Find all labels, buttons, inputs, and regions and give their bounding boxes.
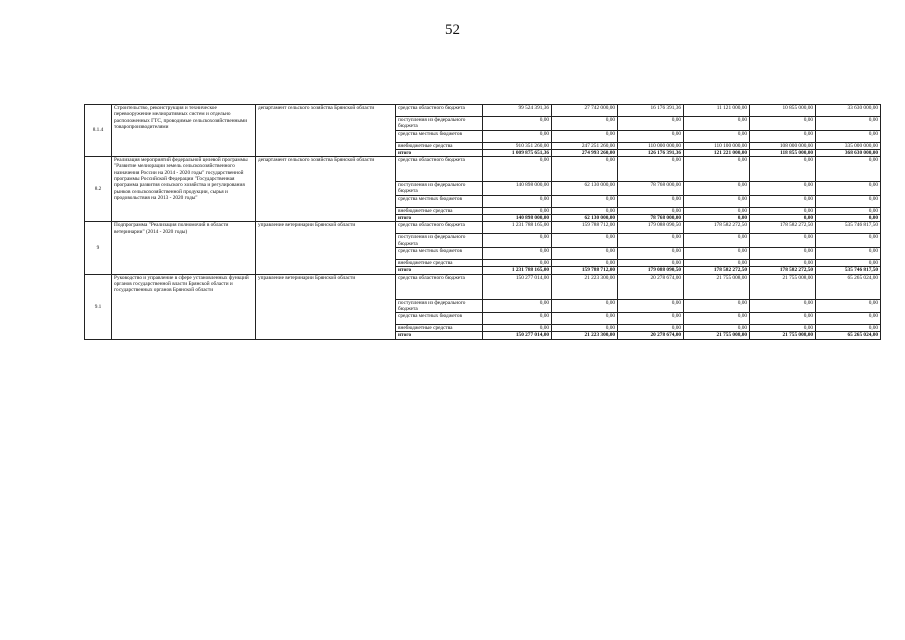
amount-cell: 0,00 — [750, 215, 816, 222]
amount-cell: 0,00 — [684, 259, 750, 266]
amount-cell: 0,00 — [483, 325, 552, 332]
funding-source: поступления из федерального бюджета — [396, 182, 483, 196]
funding-source: средства областного бюджета — [396, 157, 483, 182]
amount-cell: 179 088 090,50 — [618, 267, 684, 274]
amount-cell: 0,00 — [483, 313, 552, 325]
section-code: 8.1.4 — [85, 105, 112, 157]
amount-cell: 0,00 — [750, 130, 816, 142]
amount-cell: 126 176 391,36 — [618, 149, 684, 156]
amount-cell: 0,00 — [483, 259, 552, 266]
amount-cell: 0,00 — [684, 325, 750, 332]
funding-source: итого — [396, 267, 483, 274]
amount-cell: 0,00 — [684, 234, 750, 248]
amount-cell: 0,00 — [750, 325, 816, 332]
section-executor: управление ветеринарии Брянской области — [256, 222, 396, 274]
amount-cell: 0,00 — [552, 207, 618, 214]
amount-cell: 0,00 — [684, 157, 750, 182]
amount-cell: 16 176 391,36 — [618, 105, 684, 117]
amount-cell: 178 582 272,50 — [684, 267, 750, 274]
funding-source: средства местных бюджетов — [396, 247, 483, 259]
amount-cell: 0,00 — [816, 325, 881, 332]
amount-cell: 0,00 — [684, 195, 750, 207]
amount-cell: 0,00 — [618, 117, 684, 131]
amount-cell: 11 121 000,00 — [684, 105, 750, 117]
amount-cell: 0,00 — [618, 157, 684, 182]
amount-cell: 62 130 000,00 — [552, 215, 618, 222]
amount-cell: 140 898 000,00 — [483, 182, 552, 196]
amount-cell: 99 524 391,36 — [483, 105, 552, 117]
amount-cell: 535 746 817,50 — [816, 222, 881, 234]
amount-cell: 65 265 024,00 — [816, 274, 881, 299]
amount-cell: 0,00 — [483, 299, 552, 313]
amount-cell: 1 231 788 165,00 — [483, 222, 552, 234]
amount-cell: 0,00 — [816, 130, 881, 142]
amount-cell: 0,00 — [552, 157, 618, 182]
amount-cell: 0,00 — [552, 247, 618, 259]
amount-cell: 0,00 — [552, 299, 618, 313]
funding-source: средства областного бюджета — [396, 105, 483, 117]
amount-cell: 0,00 — [684, 299, 750, 313]
funding-source: итого — [396, 149, 483, 156]
amount-cell: 0,00 — [618, 247, 684, 259]
amount-cell: 0,00 — [684, 207, 750, 214]
amount-cell: 27 742 000,00 — [552, 105, 618, 117]
amount-cell: 159 788 712,00 — [552, 267, 618, 274]
amount-cell: 0,00 — [552, 117, 618, 131]
page-number: 52 — [445, 22, 460, 38]
amount-cell: 65 265 024,00 — [816, 332, 881, 339]
amount-cell: 150 277 014,00 — [483, 274, 552, 299]
amount-cell: 0,00 — [816, 207, 881, 214]
amount-cell: 0,00 — [483, 195, 552, 207]
amount-cell: 178 582 272,50 — [684, 222, 750, 234]
amount-cell: 0,00 — [618, 130, 684, 142]
amount-cell: 0,00 — [684, 117, 750, 131]
amount-cell: 0,00 — [552, 313, 618, 325]
amount-cell: 0,00 — [750, 195, 816, 207]
amount-cell: 0,00 — [750, 117, 816, 131]
amount-cell: 159 788 712,00 — [552, 222, 618, 234]
amount-cell: 178 582 272,50 — [750, 267, 816, 274]
section-executor: департамент сельского хозяйства Брянской области — [256, 157, 396, 222]
amount-cell: 0,00 — [618, 325, 684, 332]
amount-cell: 0,00 — [816, 247, 881, 259]
amount-cell: 0,00 — [618, 313, 684, 325]
amount-cell: 0,00 — [816, 215, 881, 222]
amount-cell: 178 582 272,50 — [750, 222, 816, 234]
amount-cell: 0,00 — [483, 247, 552, 259]
table-row — [85, 222, 881, 234]
section-code: 8.2 — [85, 157, 112, 222]
amount-cell: 0,00 — [552, 234, 618, 248]
amount-cell: 274 993 260,00 — [552, 149, 618, 156]
section-name: Подпрограмма "Реализация полномочий в области ветеринарии" (2014 - 2020 годы) — [112, 222, 256, 274]
funding-source: внебюджетные средства — [396, 259, 483, 266]
amount-cell: 0,00 — [750, 247, 816, 259]
amount-cell: 118 855 000,00 — [750, 149, 816, 156]
amount-cell: 20 278 674,00 — [618, 274, 684, 299]
section-name: Руководство и управление в сфере установленных функций органов государственной власти Брянской области и государственных органов Брянской области — [112, 274, 256, 339]
funding-source: поступления из федерального бюджета — [396, 299, 483, 313]
amount-cell: 78 768 000,00 — [618, 215, 684, 222]
funding-source: итого — [396, 215, 483, 222]
amount-cell: 0,00 — [750, 313, 816, 325]
amount-cell: 0,00 — [816, 157, 881, 182]
amount-cell: 0,00 — [816, 259, 881, 266]
amount-cell: 33 630 000,00 — [816, 105, 881, 117]
amount-cell: 535 746 817,50 — [816, 267, 881, 274]
amount-cell: 0,00 — [684, 182, 750, 196]
section-code: 9.1 — [85, 274, 112, 339]
amount-cell: 20 278 674,00 — [618, 332, 684, 339]
funding-source: итого — [396, 332, 483, 339]
funding-source: средства местных бюджетов — [396, 130, 483, 142]
amount-cell: 0,00 — [750, 259, 816, 266]
funding-source: внебюджетные средства — [396, 207, 483, 214]
amount-cell: 1 231 788 165,00 — [483, 267, 552, 274]
amount-cell: 0,00 — [618, 259, 684, 266]
amount-cell: 0,00 — [816, 182, 881, 196]
amount-cell: 910 351 260,00 — [483, 142, 552, 149]
amount-cell: 0,00 — [816, 299, 881, 313]
amount-cell: 21 223 300,00 — [552, 274, 618, 299]
amount-cell: 0,00 — [618, 207, 684, 214]
amount-cell: 179 088 090,50 — [618, 222, 684, 234]
section-name: Реализация мероприятий федеральной целевой программы "Развитие мелиорации земель сельскохозяйственного назначения России на 2014 - 2020 годы" государственной программы Российской Федерации "Государственная программа развития сельского хозяйства и регулирования рынков сельскохозяйственной продукции, сырья и продовольствия на 2013 - 2020 годы" — [112, 157, 256, 222]
amount-cell: 110 100 000,00 — [684, 142, 750, 149]
amount-cell: 0,00 — [684, 313, 750, 325]
amount-cell: 0,00 — [483, 130, 552, 142]
amount-cell: 121 221 000,00 — [684, 149, 750, 156]
amount-cell: 247 251 260,00 — [552, 142, 618, 149]
amount-cell: 110 000 000,00 — [618, 142, 684, 149]
amount-cell: 78 768 000,00 — [618, 182, 684, 196]
amount-cell: 335 000 000,00 — [816, 142, 881, 149]
funding-source: средства областного бюджета — [396, 274, 483, 299]
section-executor: управление ветеринарии Брянской области — [256, 274, 396, 339]
amount-cell: 0,00 — [483, 234, 552, 248]
amount-cell: 0,00 — [483, 207, 552, 214]
amount-cell: 140 898 000,00 — [483, 215, 552, 222]
funding-source: внебюджетные средства — [396, 142, 483, 149]
amount-cell: 108 000 000,00 — [750, 142, 816, 149]
amount-cell: 368 630 000,00 — [816, 149, 881, 156]
amount-cell: 62 130 000,00 — [552, 182, 618, 196]
amount-cell: 0,00 — [750, 234, 816, 248]
funding-source: средства местных бюджетов — [396, 195, 483, 207]
amount-cell: 21 755 008,00 — [684, 274, 750, 299]
table-row — [85, 105, 881, 117]
section-executor: департамент сельского хозяйства Брянской области — [256, 105, 396, 157]
budget-table — [84, 104, 881, 340]
amount-cell: 10 855 000,00 — [750, 105, 816, 117]
section-code: 9 — [85, 222, 112, 274]
amount-cell: 0,00 — [816, 313, 881, 325]
amount-cell: 21 755 008,00 — [750, 274, 816, 299]
amount-cell: 0,00 — [618, 299, 684, 313]
amount-cell: 21 223 300,00 — [552, 332, 618, 339]
amount-cell: 0,00 — [684, 215, 750, 222]
amount-cell: 0,00 — [816, 195, 881, 207]
amount-cell: 0,00 — [552, 195, 618, 207]
amount-cell: 150 277 014,00 — [483, 332, 552, 339]
table-row — [85, 274, 881, 299]
amount-cell: 0,00 — [552, 130, 618, 142]
amount-cell: 1 009 875 651,36 — [483, 149, 552, 156]
amount-cell: 0,00 — [750, 207, 816, 214]
funding-source: поступления из федерального бюджета — [396, 117, 483, 131]
amount-cell: 0,00 — [750, 157, 816, 182]
amount-cell: 0,00 — [483, 157, 552, 182]
amount-cell: 0,00 — [684, 130, 750, 142]
funding-source: средства областного бюджета — [396, 222, 483, 234]
amount-cell: 0,00 — [552, 259, 618, 266]
funding-source: внебюджетные средства — [396, 325, 483, 332]
amount-cell: 0,00 — [750, 182, 816, 196]
section-name: Строительство, реконструкция и техническое перевооружение мелиоративных систем и отдельно расположенных ГТС, проводимые сельскохозяйственными товаропроизводителями — [112, 105, 256, 157]
amount-cell: 0,00 — [618, 234, 684, 248]
amount-cell: 0,00 — [552, 325, 618, 332]
amount-cell: 21 755 008,00 — [684, 332, 750, 339]
amount-cell: 21 755 008,00 — [750, 332, 816, 339]
amount-cell: 0,00 — [816, 117, 881, 131]
amount-cell: 0,00 — [618, 195, 684, 207]
amount-cell: 0,00 — [483, 117, 552, 131]
funding-source: средства местных бюджетов — [396, 313, 483, 325]
amount-cell: 0,00 — [750, 299, 816, 313]
funding-source: поступления из федерального бюджета — [396, 234, 483, 248]
table-row — [85, 157, 881, 182]
amount-cell: 0,00 — [816, 234, 881, 248]
amount-cell: 0,00 — [684, 247, 750, 259]
